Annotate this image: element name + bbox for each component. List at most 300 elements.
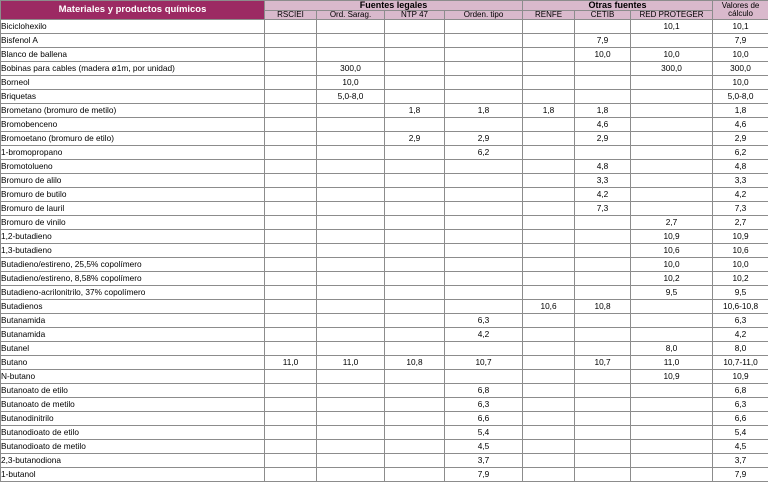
- table-row: [1, 398, 768, 412]
- cell-red: [631, 76, 713, 90]
- cell-rsciei: [265, 132, 317, 146]
- cell-rsciei: [265, 62, 317, 76]
- table-row: [1, 314, 768, 328]
- cell-calc: 5,4: [713, 426, 768, 440]
- cell-ordsar: [317, 398, 385, 412]
- cell-calc: 10,9: [713, 230, 768, 244]
- cell-renfe: [523, 188, 575, 202]
- cell-rsciei: [265, 454, 317, 468]
- cell-ordtipo: 6,6: [445, 412, 523, 426]
- cell-ordtipo: [445, 244, 523, 258]
- cell-renfe: [523, 202, 575, 216]
- cell-material-name: Brometano (bromuro de metilo): [1, 104, 265, 118]
- table-row: [1, 468, 768, 482]
- cell-ordsar: [317, 202, 385, 216]
- cell-ordsar: [317, 426, 385, 440]
- cell-ordsar: [317, 384, 385, 398]
- cell-calc: 10,1: [713, 20, 768, 34]
- cell-red: [631, 412, 713, 426]
- cell-material-name: Borneol: [1, 76, 265, 90]
- cell-red: 8,0: [631, 342, 713, 356]
- cell-cetib: [575, 146, 631, 160]
- cell-ordsar: [317, 118, 385, 132]
- cell-red: [631, 132, 713, 146]
- table-row: [1, 342, 768, 356]
- cell-material-name: Bromobenceno: [1, 118, 265, 132]
- header-col-red-proteger: RED PROTEGER: [631, 11, 713, 20]
- cell-ordtipo: [445, 20, 523, 34]
- cell-cetib: 4,8: [575, 160, 631, 174]
- cell-cetib: [575, 384, 631, 398]
- table-header: [1, 1, 768, 20]
- table-row: [1, 230, 768, 244]
- cell-red: [631, 202, 713, 216]
- cell-ordsar: [317, 300, 385, 314]
- cell-material-name: Butadieno-acrilonitrilo, 37% copolímero: [1, 286, 265, 300]
- cell-material-name: Butanel: [1, 342, 265, 356]
- cell-ordtipo: 7,9: [445, 468, 523, 482]
- cell-ordsar: [317, 48, 385, 62]
- cell-red: [631, 328, 713, 342]
- cell-ntp: [385, 398, 445, 412]
- cell-red: 10,2: [631, 272, 713, 286]
- cell-rsciei: [265, 314, 317, 328]
- cell-calc: 9,5: [713, 286, 768, 300]
- cell-cetib: [575, 314, 631, 328]
- cell-calc: 6,8: [713, 384, 768, 398]
- cell-rsciei: 11,0: [265, 356, 317, 370]
- cell-red: [631, 398, 713, 412]
- cell-cetib: [575, 370, 631, 384]
- cell-ordsar: [317, 160, 385, 174]
- cell-calc: 4,5: [713, 440, 768, 454]
- cell-rsciei: [265, 230, 317, 244]
- table-row: [1, 356, 768, 370]
- cell-renfe: [523, 146, 575, 160]
- cell-material-name: Biciclohexilo: [1, 20, 265, 34]
- cell-material-name: Bobinas para cables (madera ø1m, por unidad): [1, 62, 265, 76]
- cell-ordtipo: 6,3: [445, 398, 523, 412]
- cell-red: [631, 90, 713, 104]
- cell-red: [631, 104, 713, 118]
- cell-renfe: [523, 454, 575, 468]
- cell-ordsar: [317, 146, 385, 160]
- cell-calc: 3,3: [713, 174, 768, 188]
- cell-cetib: [575, 20, 631, 34]
- cell-ordsar: [317, 286, 385, 300]
- header-col-renfe: RENFE: [523, 11, 575, 20]
- cell-rsciei: [265, 398, 317, 412]
- cell-red: 10,1: [631, 20, 713, 34]
- table-row: [1, 384, 768, 398]
- cell-calc: 4,6: [713, 118, 768, 132]
- cell-ntp: [385, 384, 445, 398]
- cell-rsciei: [265, 300, 317, 314]
- cell-rsciei: [265, 160, 317, 174]
- cell-ntp: [385, 426, 445, 440]
- cell-cetib: [575, 426, 631, 440]
- cell-ntp: [385, 342, 445, 356]
- cell-calc: 5,0-8,0: [713, 90, 768, 104]
- cell-material-name: Butanamida: [1, 314, 265, 328]
- cell-cetib: [575, 328, 631, 342]
- table-header-group-row: [1, 1, 768, 11]
- cell-material-name: Bromuro de butilo: [1, 188, 265, 202]
- cell-rsciei: [265, 104, 317, 118]
- cell-calc: 7,3: [713, 202, 768, 216]
- cell-ordsar: [317, 230, 385, 244]
- cell-cetib: [575, 258, 631, 272]
- cell-material-name: Butadieno/estireno, 8,58% copolímero: [1, 272, 265, 286]
- cell-calc: 6,2: [713, 146, 768, 160]
- cell-calc: 2,9: [713, 132, 768, 146]
- cell-ordtipo: [445, 216, 523, 230]
- cell-cetib: [575, 342, 631, 356]
- cell-cetib: [575, 272, 631, 286]
- header-materials-title: Materiales y productos químicos: [1, 1, 265, 20]
- cell-renfe: [523, 356, 575, 370]
- cell-renfe: [523, 132, 575, 146]
- cell-material-name: N-butano: [1, 370, 265, 384]
- cell-ntp: [385, 244, 445, 258]
- cell-material-name: Butanodinitrilo: [1, 412, 265, 426]
- cell-calc: 10,9: [713, 370, 768, 384]
- cell-ntp: [385, 272, 445, 286]
- cell-rsciei: [265, 258, 317, 272]
- cell-ntp: [385, 454, 445, 468]
- cell-ordsar: [317, 328, 385, 342]
- cell-material-name: Butanoato de etilo: [1, 384, 265, 398]
- cell-ordsar: [317, 370, 385, 384]
- cell-rsciei: [265, 118, 317, 132]
- cell-material-name: Bromoetano (bromuro de etilo): [1, 132, 265, 146]
- cell-ordtipo: [445, 48, 523, 62]
- cell-renfe: [523, 48, 575, 62]
- cell-renfe: [523, 398, 575, 412]
- cell-renfe: [523, 272, 575, 286]
- cell-cetib: [575, 440, 631, 454]
- cell-renfe: [523, 230, 575, 244]
- cell-material-name: 1,3-butadieno: [1, 244, 265, 258]
- cell-renfe: [523, 90, 575, 104]
- table-row: [1, 440, 768, 454]
- cell-red: 10,9: [631, 370, 713, 384]
- cell-rsciei: [265, 468, 317, 482]
- cell-material-name: Butano: [1, 356, 265, 370]
- cell-red: [631, 188, 713, 202]
- cell-rsciei: [265, 328, 317, 342]
- cell-ordtipo: [445, 174, 523, 188]
- cell-ordtipo: 2,9: [445, 132, 523, 146]
- cell-renfe: [523, 62, 575, 76]
- cell-ntp: [385, 188, 445, 202]
- cell-red: 300,0: [631, 62, 713, 76]
- cell-rsciei: [265, 286, 317, 300]
- cell-material-name: Briquetas: [1, 90, 265, 104]
- cell-rsciei: [265, 440, 317, 454]
- cell-cetib: 7,3: [575, 202, 631, 216]
- header-group-legal-sources: Fuentes legales: [265, 1, 523, 11]
- cell-calc: 10,6-10,8: [713, 300, 768, 314]
- cell-renfe: [523, 244, 575, 258]
- table-row: [1, 258, 768, 272]
- cell-ordtipo: 10,7: [445, 356, 523, 370]
- cell-ordsar: [317, 314, 385, 328]
- cell-ordsar: [317, 440, 385, 454]
- cell-red: 2,7: [631, 216, 713, 230]
- cell-ntp: [385, 48, 445, 62]
- cell-material-name: 2,3-butanodiona: [1, 454, 265, 468]
- cell-ordtipo: [445, 258, 523, 272]
- table-row: [1, 216, 768, 230]
- cell-red: [631, 314, 713, 328]
- cell-material-name: Butadieno/estireno, 25,5% copolímero: [1, 258, 265, 272]
- cell-cetib: [575, 76, 631, 90]
- cell-ordsar: [317, 258, 385, 272]
- cell-material-name: Bromuro de alilo: [1, 174, 265, 188]
- cell-material-name: Bromotolueno: [1, 160, 265, 174]
- cell-material-name: 1-bromopropano: [1, 146, 265, 160]
- cell-renfe: [523, 118, 575, 132]
- cell-calc: 4,8: [713, 160, 768, 174]
- cell-ntp: [385, 258, 445, 272]
- cell-cetib: 10,0: [575, 48, 631, 62]
- cell-material-name: Bromuro de vinilo: [1, 216, 265, 230]
- cell-ordtipo: [445, 300, 523, 314]
- cell-rsciei: [265, 76, 317, 90]
- cell-material-name: Bisfenol A: [1, 34, 265, 48]
- cell-ordtipo: 1,8: [445, 104, 523, 118]
- cell-red: 10,6: [631, 244, 713, 258]
- cell-ordtipo: [445, 230, 523, 244]
- cell-cetib: [575, 412, 631, 426]
- cell-calc: 4,2: [713, 328, 768, 342]
- cell-ntp: [385, 468, 445, 482]
- cell-ordsar: [317, 132, 385, 146]
- cell-ntp: [385, 370, 445, 384]
- cell-ordsar: [317, 454, 385, 468]
- cell-ntp: [385, 412, 445, 426]
- table-row: [1, 146, 768, 160]
- table-row: [1, 174, 768, 188]
- cell-ordtipo: 4,5: [445, 440, 523, 454]
- cell-cetib: [575, 62, 631, 76]
- cell-calc: 3,7: [713, 454, 768, 468]
- cell-calc: 1,8: [713, 104, 768, 118]
- cell-calc: 4,2: [713, 188, 768, 202]
- cell-cetib: [575, 90, 631, 104]
- cell-renfe: [523, 314, 575, 328]
- table-row: [1, 48, 768, 62]
- cell-red: 11,0: [631, 356, 713, 370]
- cell-cetib: 4,2: [575, 188, 631, 202]
- cell-material-name: Butanamida: [1, 328, 265, 342]
- cell-rsciei: [265, 202, 317, 216]
- cell-renfe: 1,8: [523, 104, 575, 118]
- cell-rsciei: [265, 20, 317, 34]
- cell-ordsar: 10,0: [317, 76, 385, 90]
- cell-cetib: [575, 286, 631, 300]
- cell-ntp: [385, 440, 445, 454]
- cell-cetib: [575, 398, 631, 412]
- cell-ordtipo: [445, 342, 523, 356]
- cell-calc: 7,9: [713, 34, 768, 48]
- cell-calc: 10,6: [713, 244, 768, 258]
- cell-ordtipo: [445, 202, 523, 216]
- cell-ntp: [385, 76, 445, 90]
- header-col-orden-tipo: Orden. tipo: [445, 11, 523, 20]
- cell-ordsar: [317, 412, 385, 426]
- table-row: [1, 76, 768, 90]
- cell-calc: 10,0: [713, 76, 768, 90]
- cell-red: [631, 300, 713, 314]
- table-row: [1, 118, 768, 132]
- cell-material-name: Butanoato de metilo: [1, 398, 265, 412]
- cell-cetib: 3,3: [575, 174, 631, 188]
- cell-rsciei: [265, 174, 317, 188]
- cell-cetib: [575, 244, 631, 258]
- cell-ntp: [385, 216, 445, 230]
- cell-renfe: [523, 20, 575, 34]
- table-row: [1, 300, 768, 314]
- cell-ntp: [385, 160, 445, 174]
- cell-cetib: [575, 454, 631, 468]
- cell-ntp: [385, 286, 445, 300]
- cell-renfe: [523, 384, 575, 398]
- cell-ordtipo: [445, 76, 523, 90]
- cell-calc: 300,0: [713, 62, 768, 76]
- cell-cetib: [575, 216, 631, 230]
- cell-ordtipo: 6,3: [445, 314, 523, 328]
- cell-red: 10,9: [631, 230, 713, 244]
- cell-renfe: [523, 426, 575, 440]
- cell-ordsar: [317, 188, 385, 202]
- cell-renfe: [523, 468, 575, 482]
- cell-ntp: [385, 146, 445, 160]
- cell-rsciei: [265, 244, 317, 258]
- cell-material-name: 1,2-butadieno: [1, 230, 265, 244]
- cell-renfe: [523, 412, 575, 426]
- cell-ntp: [385, 62, 445, 76]
- cell-ntp: [385, 174, 445, 188]
- cell-ordtipo: [445, 34, 523, 48]
- header-col-ord-sarag: Ord. Sarag.: [317, 11, 385, 20]
- cell-ordtipo: 6,2: [445, 146, 523, 160]
- cell-renfe: [523, 328, 575, 342]
- header-col-rsciei: RSCIEI: [265, 11, 317, 20]
- cell-ntp: [385, 20, 445, 34]
- cell-ntp: [385, 118, 445, 132]
- cell-ordsar: [317, 20, 385, 34]
- cell-renfe: [523, 216, 575, 230]
- cell-ordtipo: 6,8: [445, 384, 523, 398]
- cell-renfe: [523, 342, 575, 356]
- cell-renfe: [523, 160, 575, 174]
- cell-material-name: Butadienos: [1, 300, 265, 314]
- table-row: [1, 454, 768, 468]
- cell-calc: 7,9: [713, 468, 768, 482]
- cell-renfe: [523, 76, 575, 90]
- cell-rsciei: [265, 216, 317, 230]
- cell-rsciei: [265, 412, 317, 426]
- header-col-cetib: CETIB: [575, 11, 631, 20]
- cell-renfe: [523, 258, 575, 272]
- table-row: [1, 104, 768, 118]
- table-row: [1, 426, 768, 440]
- cell-calc: 10,7-11,0: [713, 356, 768, 370]
- cell-ordsar: [317, 216, 385, 230]
- cell-material-name: Butanodioato de etilo: [1, 426, 265, 440]
- cell-rsciei: [265, 342, 317, 356]
- cell-cetib: [575, 230, 631, 244]
- table-row: [1, 328, 768, 342]
- cell-ordsar: [317, 468, 385, 482]
- cell-cetib: 10,7: [575, 356, 631, 370]
- header-col-ntp47: NTP 47: [385, 11, 445, 20]
- cell-rsciei: [265, 34, 317, 48]
- table-row: [1, 412, 768, 426]
- cell-rsciei: [265, 426, 317, 440]
- cell-material-name: Blanco de ballena: [1, 48, 265, 62]
- cell-ntp: [385, 34, 445, 48]
- table-row: [1, 132, 768, 146]
- cell-rsciei: [265, 90, 317, 104]
- cell-ordtipo: [445, 188, 523, 202]
- cell-ordsar: [317, 104, 385, 118]
- cell-red: [631, 426, 713, 440]
- table-row: [1, 20, 768, 34]
- cell-ordtipo: [445, 118, 523, 132]
- cell-ntp: 2,9: [385, 132, 445, 146]
- table-body: [1, 20, 768, 482]
- cell-ntp: [385, 314, 445, 328]
- cell-renfe: [523, 34, 575, 48]
- table-row: [1, 160, 768, 174]
- cell-ordsar: 11,0: [317, 356, 385, 370]
- cell-renfe: [523, 440, 575, 454]
- cell-ordtipo: [445, 160, 523, 174]
- table-row: [1, 286, 768, 300]
- table-row: [1, 370, 768, 384]
- cell-rsciei: [265, 370, 317, 384]
- cell-ordtipo: [445, 272, 523, 286]
- cell-ordsar: [317, 34, 385, 48]
- cell-ordsar: 300,0: [317, 62, 385, 76]
- cell-red: 10,0: [631, 258, 713, 272]
- cell-ordtipo: 5,4: [445, 426, 523, 440]
- cell-cetib: 1,8: [575, 104, 631, 118]
- cell-ordtipo: [445, 370, 523, 384]
- table-row: [1, 188, 768, 202]
- cell-red: [631, 440, 713, 454]
- cell-ntp: [385, 328, 445, 342]
- cell-renfe: [523, 370, 575, 384]
- table-row: [1, 62, 768, 76]
- cell-ordsar: [317, 174, 385, 188]
- cell-red: [631, 118, 713, 132]
- cell-red: [631, 146, 713, 160]
- cell-renfe: 10,6: [523, 300, 575, 314]
- table-row: [1, 244, 768, 258]
- header-group-other-sources: Otras fuentes: [523, 1, 713, 11]
- cell-calc: 10,0: [713, 258, 768, 272]
- cell-red: [631, 454, 713, 468]
- cell-ntp: 1,8: [385, 104, 445, 118]
- cell-calc: 10,0: [713, 48, 768, 62]
- cell-material-name: 1-butanol: [1, 468, 265, 482]
- cell-ordtipo: 3,7: [445, 454, 523, 468]
- cell-ordtipo: [445, 90, 523, 104]
